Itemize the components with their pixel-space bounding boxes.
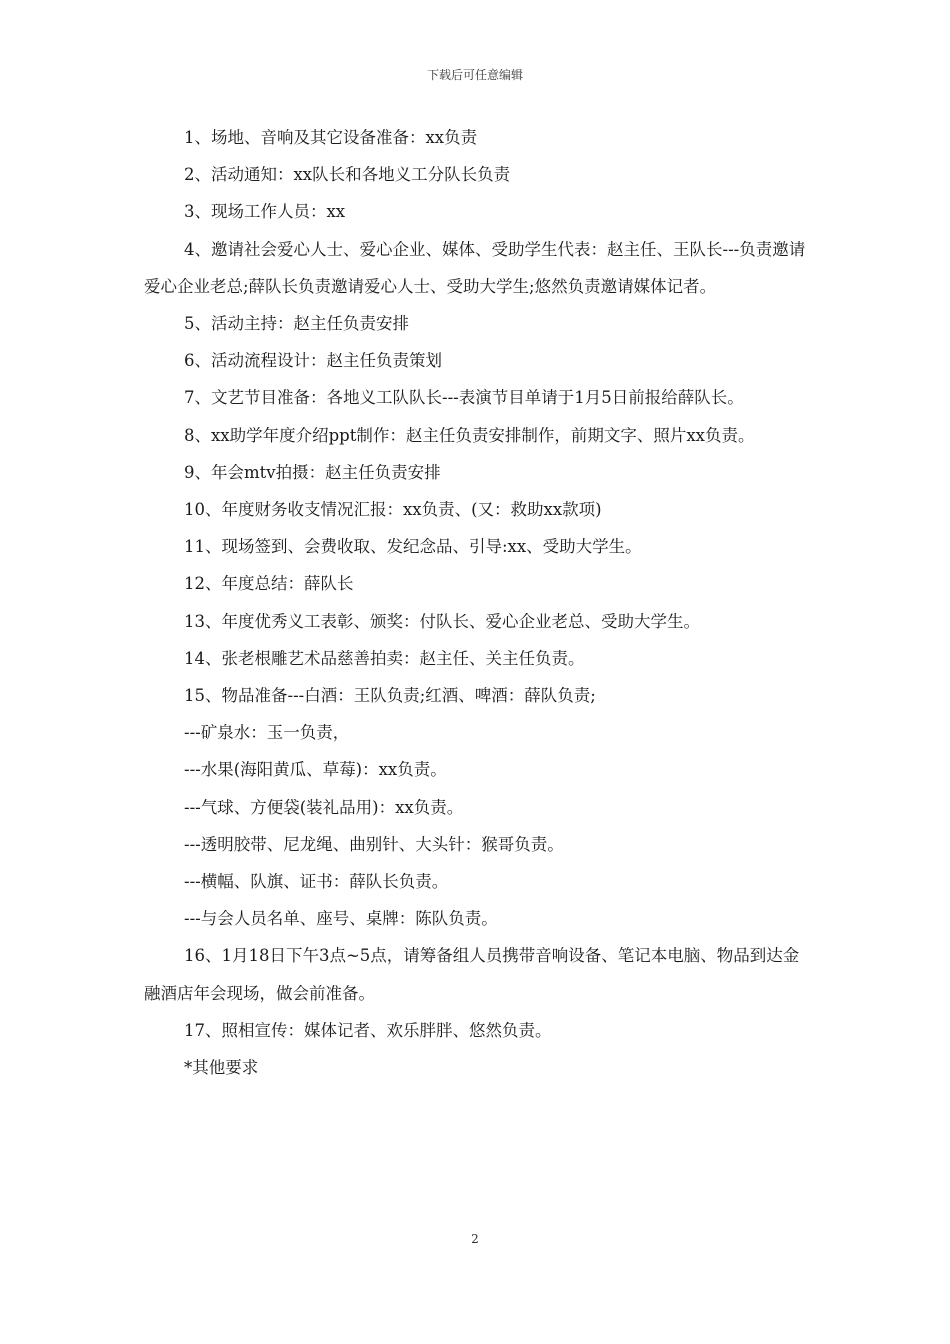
paragraph: 5、活动主持：赵主任负责安排 [184,314,409,334]
paragraph: ---气球、方便袋(装礼品用)：xx负责。 [184,797,464,817]
paragraph: *其他要求 [184,1058,259,1078]
paragraph: ---横幅、队旗、证书：薛队长负责。 [184,872,449,892]
paragraph: 15、物品准备---白酒：王队负责;红酒、啤酒：薛队负责; [184,686,596,706]
paragraph: 1、场地、音响及其它设备准备：xx负责 [184,128,478,147]
paragraph: 16、1月18日下午3点~5点，请筹备组人员携带音响设备、笔记本电脑、物品到达金融酒店年会现场，做会前准备。 [144,946,800,1003]
paragraph: 9、年会mtv拍摄：赵主任负责安排 [184,462,441,482]
paragraph: 13、年度优秀义工表彰、颁奖：付队长、爱心企业老总、受助大学生。 [184,611,700,631]
paragraph: ---矿泉水：玉一负责， [184,723,350,743]
paragraph: ---与会人员名单、座号、桌牌：陈队负责。 [184,909,498,929]
paragraph: 4、邀请社会爱心人士、爱心企业、媒体、受助学生代表：赵主任、王队长---负责邀请爱心企业老总;薛队长负责邀请爱心人士、受助大学生;悠然负责邀请媒体记者。 [144,239,806,296]
paragraph: 12、年度总结：薛队长 [184,574,354,594]
paragraph: ---透明胶带、尼龙绳、曲别针、大头针：猴哥负责。 [184,834,564,854]
paragraph: 6、活动流程设计：赵主任负责策划 [184,351,442,371]
paragraph: 2、活动通知：xx队长和各地义工分队长负责 [184,165,511,185]
page-number: 2 [471,1232,479,1246]
paragraph: 7、文艺节目准备：各地义工队队长---表演节目单请于1月5日前报给薛队长。 [184,388,744,408]
paragraph: 11、现场签到、会费收取、发纪念品、引导:xx、受助大学生。 [184,537,642,557]
paragraph: 10、年度财务收支情况汇报：xx负责、(又：救助xx款项) [184,500,602,520]
paragraph: 8、xx助学年度介绍ppt制作：赵主任负责安排制作，前期文字、照片xx负责。 [184,425,755,445]
page-header: 下载后可任意编辑 [426,68,523,82]
paragraph: 3、现场工作人员：xx [184,202,346,222]
document-body [144,119,808,1086]
paragraph: 14、张老根雕艺术品慈善拍卖：赵主任、关主任负责。 [184,648,585,668]
paragraph: ---水果(海阳黄瓜、草莓)：xx负责。 [184,760,447,780]
paragraph: 17、照相宣传：媒体记者、欢乐胖胖、悠然负责。 [184,1020,552,1040]
